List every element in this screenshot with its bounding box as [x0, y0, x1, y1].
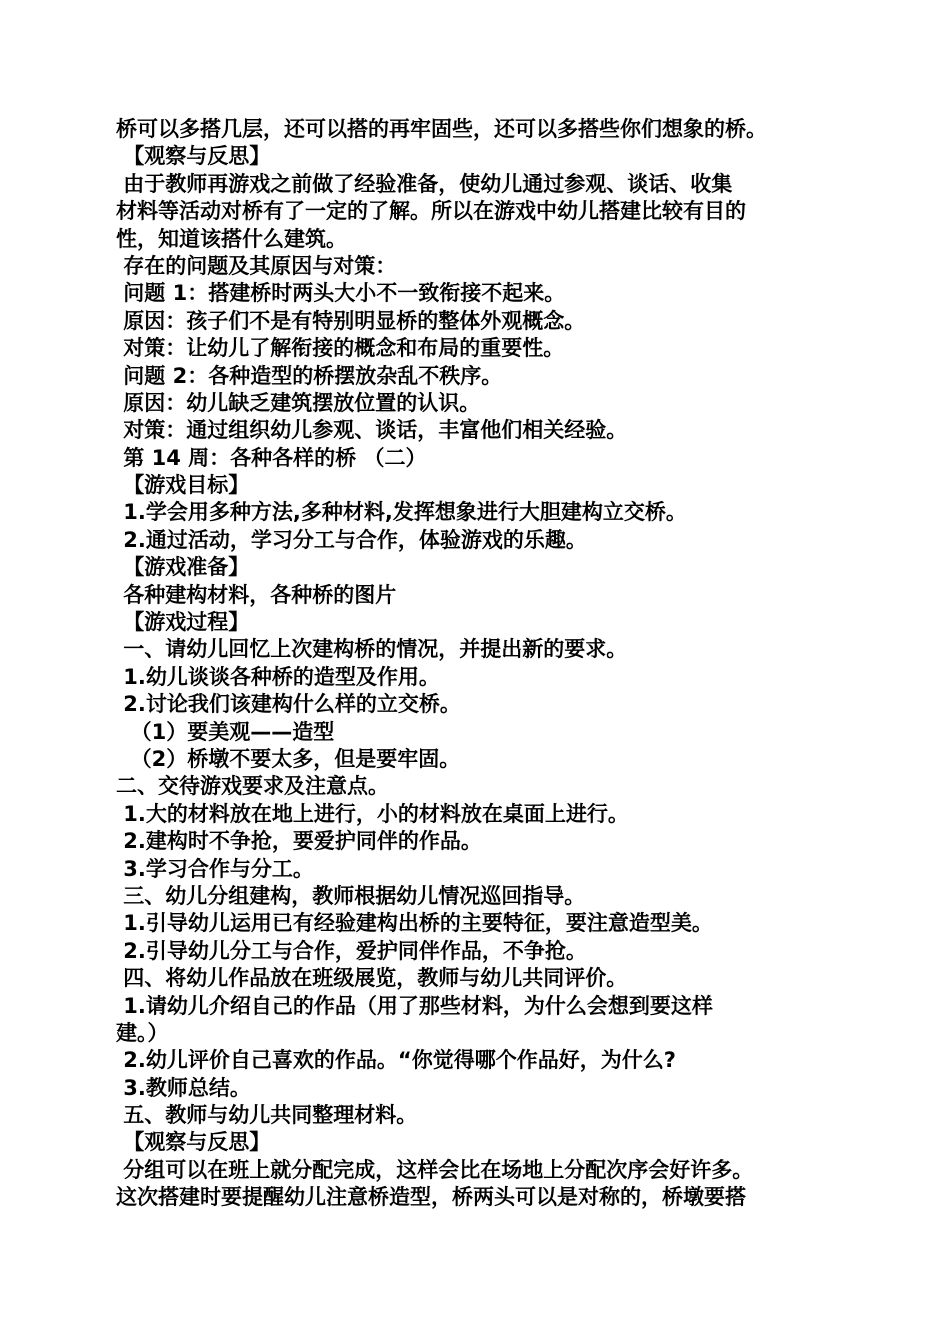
- text-line: 1.引导幼儿运用已有经验建构出桥的主要特征，要注意造型美。: [116, 911, 713, 936]
- text-line: 由于教师再游戏之前做了经验准备，使幼儿通过参观、谈话、收集: [116, 171, 733, 196]
- text-line: 桥可以多搭几层，还可以搭的再牢固些，还可以多搭些你们想象的桥。: [116, 117, 767, 141]
- text-line: （2）桥墩不要太多，但是要牢固。: [116, 746, 461, 771]
- text-line: 一、请幼儿回忆上次建构桥的情况，并提出新的要求。: [116, 637, 628, 662]
- text-line: （1）要美观——造型: [116, 719, 335, 744]
- text-line: 【观察与反思】: [116, 1130, 271, 1155]
- document-body: [116, 116, 846, 1212]
- text-line: 【游戏准备】: [116, 555, 250, 580]
- text-line: 1.学会用多种方法,多种材料,发挥想象进行大胆建构立交桥。: [116, 500, 687, 525]
- text-line: 性，知道该搭什么建筑。: [116, 226, 347, 251]
- text-line: 二、交待游戏要求及注意点。: [116, 774, 389, 799]
- text-line: 分组可以在班上就分配完成，这样会比在场地上分配次序会好许多。: [116, 1157, 754, 1182]
- text-line: 3.教师总结。: [116, 1075, 251, 1100]
- text-line: 2.建构时不争抢，要爱护同伴的作品。: [116, 829, 482, 854]
- text-line: 【观察与反思】: [116, 144, 271, 169]
- text-line: 【游戏过程】: [116, 610, 250, 635]
- text-line: 原因：孩子们不是有特别明显桥的整体外观概念。: [116, 308, 586, 333]
- text-line: 对策：通过组织幼儿参观、谈话，丰富他们相关经验。: [116, 418, 628, 443]
- text-line: 材料等活动对桥有了一定的了解。所以在游戏中幼儿搭建比较有目的: [116, 199, 746, 224]
- text-line: 建。）: [116, 1020, 169, 1045]
- text-line: 2.通过活动，学习分工与合作，体验游戏的乐趣。: [116, 527, 587, 552]
- text-line: 1.幼儿谈谈各种桥的造型及作用。: [116, 664, 440, 689]
- text-line: 这次搭建时要提醒幼儿注意桥造型，桥两头可以是对称的，桥墩要搭: [116, 1185, 746, 1210]
- text-line: 存在的问题及其原因与对策：: [116, 253, 397, 278]
- text-line: 第 14 周：各种各样的桥 （二）: [116, 445, 427, 470]
- text-line: 五、教师与幼儿共同整理材料。: [116, 1103, 418, 1128]
- text-line: 各种建构材料，各种桥的图片: [116, 582, 397, 607]
- text-line: 1.请幼儿介绍自己的作品（用了那些材料，为什么会想到要这样: [116, 993, 713, 1018]
- text-line: 【游戏目标】: [116, 473, 250, 498]
- text-line: 问题 2：各种造型的桥摆放杂乱不秩序。: [116, 363, 503, 388]
- text-line: 对策：让幼儿了解衔接的概念和布局的重要性。: [116, 336, 565, 361]
- text-line: 2.引导幼儿分工与合作，爱护同伴作品，不争抢。: [116, 938, 587, 963]
- text-line: 问题 1：搭建桥时两头大小不一致衔接不起来。: [116, 281, 566, 306]
- text-line: 原因：幼儿缺乏建筑摆放位置的认识。: [116, 390, 481, 415]
- text-line: 1.大的材料放在地上进行，小的材料放在桌面上进行。: [116, 801, 629, 826]
- text-line: 四、将幼儿作品放在班级展览，教师与幼儿共同评价。: [116, 966, 628, 991]
- text-line: 3.学习合作与分工。: [116, 856, 314, 881]
- text-line: 2.幼儿评价自己喜欢的作品。“你觉得哪个作品好，为什么?: [116, 1048, 676, 1073]
- text-line: 三、幼儿分组建构，教师根据幼儿情况巡回指导。: [116, 883, 586, 908]
- text-line: 2.讨论我们该建构什么样的立交桥。: [116, 692, 461, 717]
